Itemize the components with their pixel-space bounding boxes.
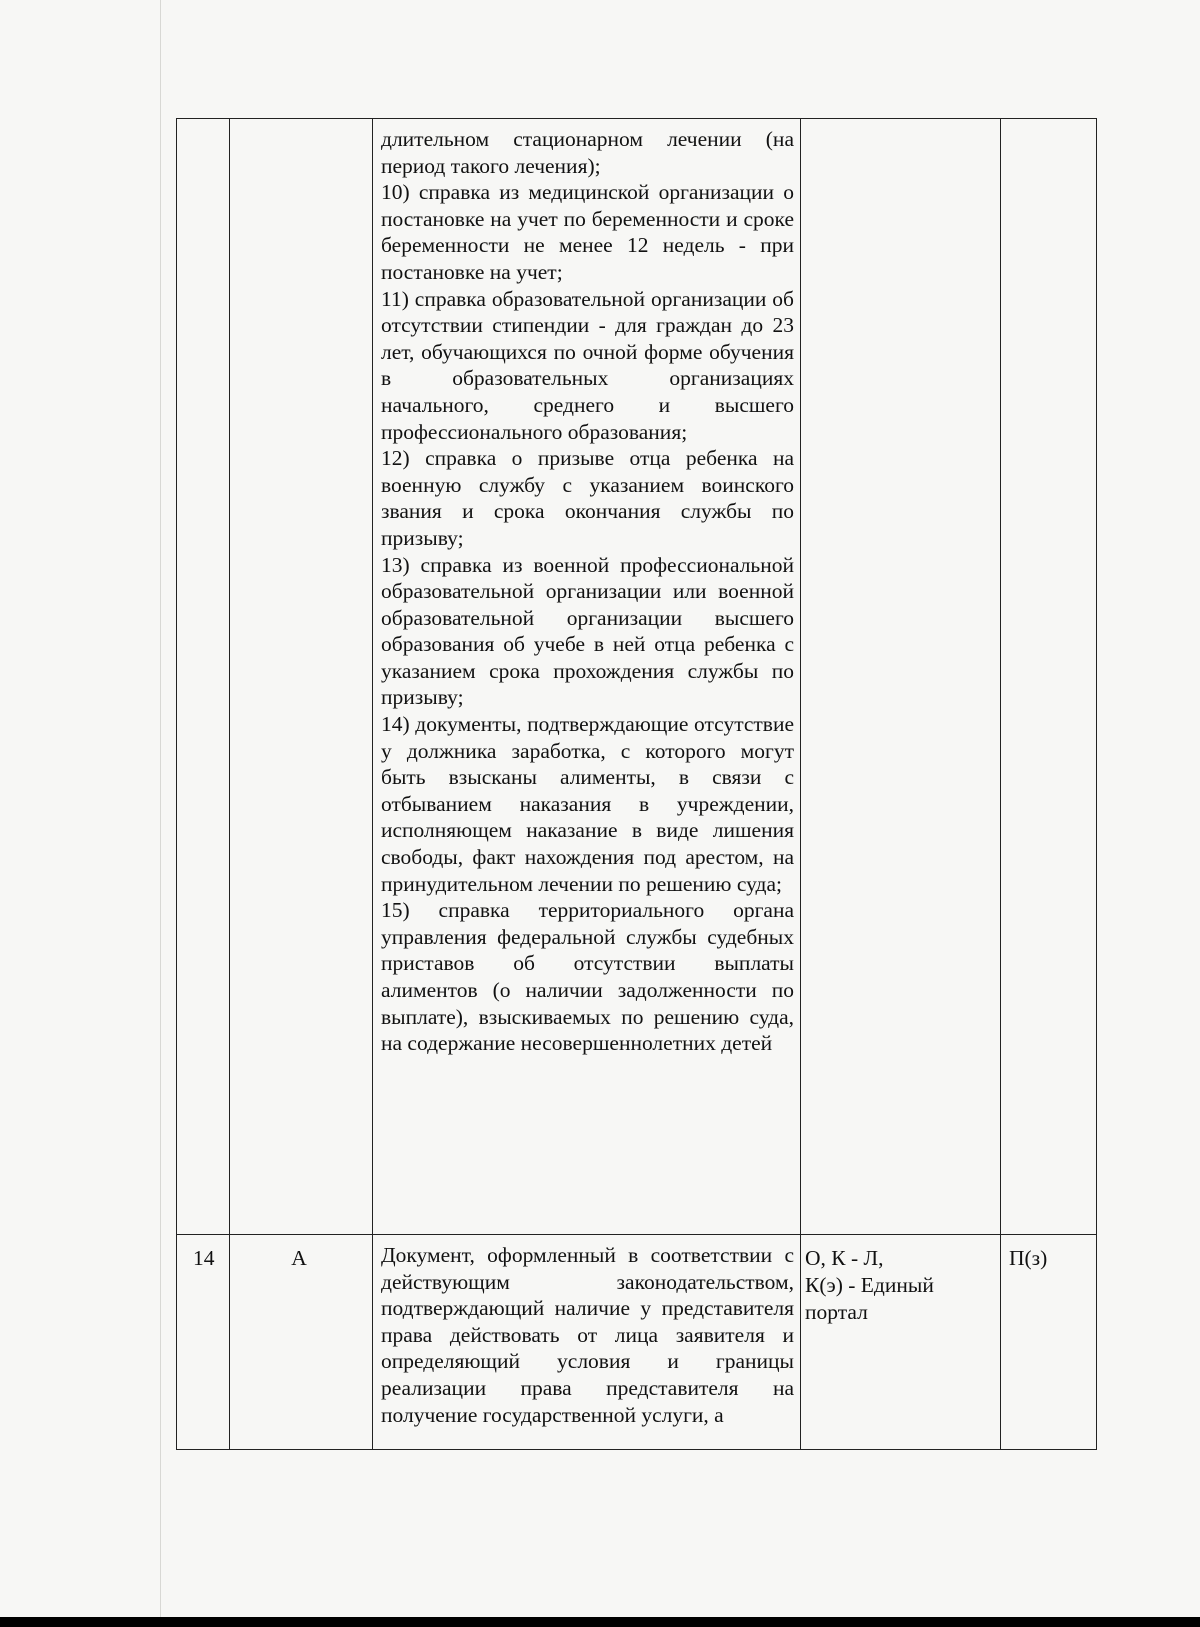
form-line: портал — [805, 1300, 868, 1324]
table-row — [177, 1235, 1097, 1450]
row-category-cell: А — [230, 1235, 373, 1450]
row-number-cell: 14 — [177, 1235, 230, 1450]
row-form-cell — [801, 1235, 1001, 1450]
table-row — [177, 119, 1097, 1235]
row-number-cell — [177, 119, 230, 1235]
documents-table — [176, 118, 1097, 1450]
document-paragraph: 12) справка о призыве отца ребенка на военную службу с указанием воинского звания и срока окончания службы по призыву; — [381, 446, 794, 550]
row-return-cell: П(з) — [1001, 1235, 1097, 1450]
document-paragraph: 13) справка из военной профессиональной образовательной организации или военной образовательной организации высшего образования об учебе в ней отца ребенка с указанием срока прохождения службы по призыву; — [381, 552, 794, 710]
document-paragraph: 11) справка образовательной организации об отсутствии стипендии - для граждан до 23 лет, обучающихся по очной форме обучения в образовательных организациях начального, среднего и высшего профессионального образования; — [381, 286, 794, 444]
document-paragraph: 14) документы, подтверждающие отсутствие у должника заработка, с которого могут быть взысканы алименты, в связи с отбыванием наказания в учреждении, исполняющем наказание в виде лишения свободы, факт нахождения под арестом, на принудительном лечении по решению суда; — [381, 712, 794, 896]
row-document-cell — [373, 1235, 801, 1450]
form-line: К(э) - Единый — [805, 1273, 934, 1297]
document-paragraph: Документ, оформленный в соответствии с действующим законодательством, подтверждающий наличие у представителя права действовать от лица заявителя и определяющий условия и границы реализации права представителя на получение государственной услуги, а — [381, 1243, 794, 1427]
document-list — [373, 119, 800, 1061]
scan-bottom-bar — [0, 1617, 1200, 1627]
document-paragraph: 10) справка из медицинской организации о постановке на учет по беременности и сроке беременности не менее 12 недель - при постановке на учет; — [381, 180, 794, 284]
row-form-cell — [801, 119, 1001, 1235]
scan-edge-line — [160, 0, 161, 1627]
document-paragraph: 15) справка территориального органа управления федеральной службы судебных приставов об отсутствии выплаты алиментов (о наличии задолженности по выплате), взыскиваемых по решению суда, на содержание несовершеннолетних детей — [381, 898, 794, 1056]
form-line: О, К - Л, — [805, 1246, 884, 1270]
row-document-cell — [373, 119, 801, 1235]
row-return-cell — [1001, 119, 1097, 1235]
row-category-cell — [230, 119, 373, 1235]
document-paragraph: длительном стационарном лечении (на период такого лечения); — [381, 127, 794, 178]
